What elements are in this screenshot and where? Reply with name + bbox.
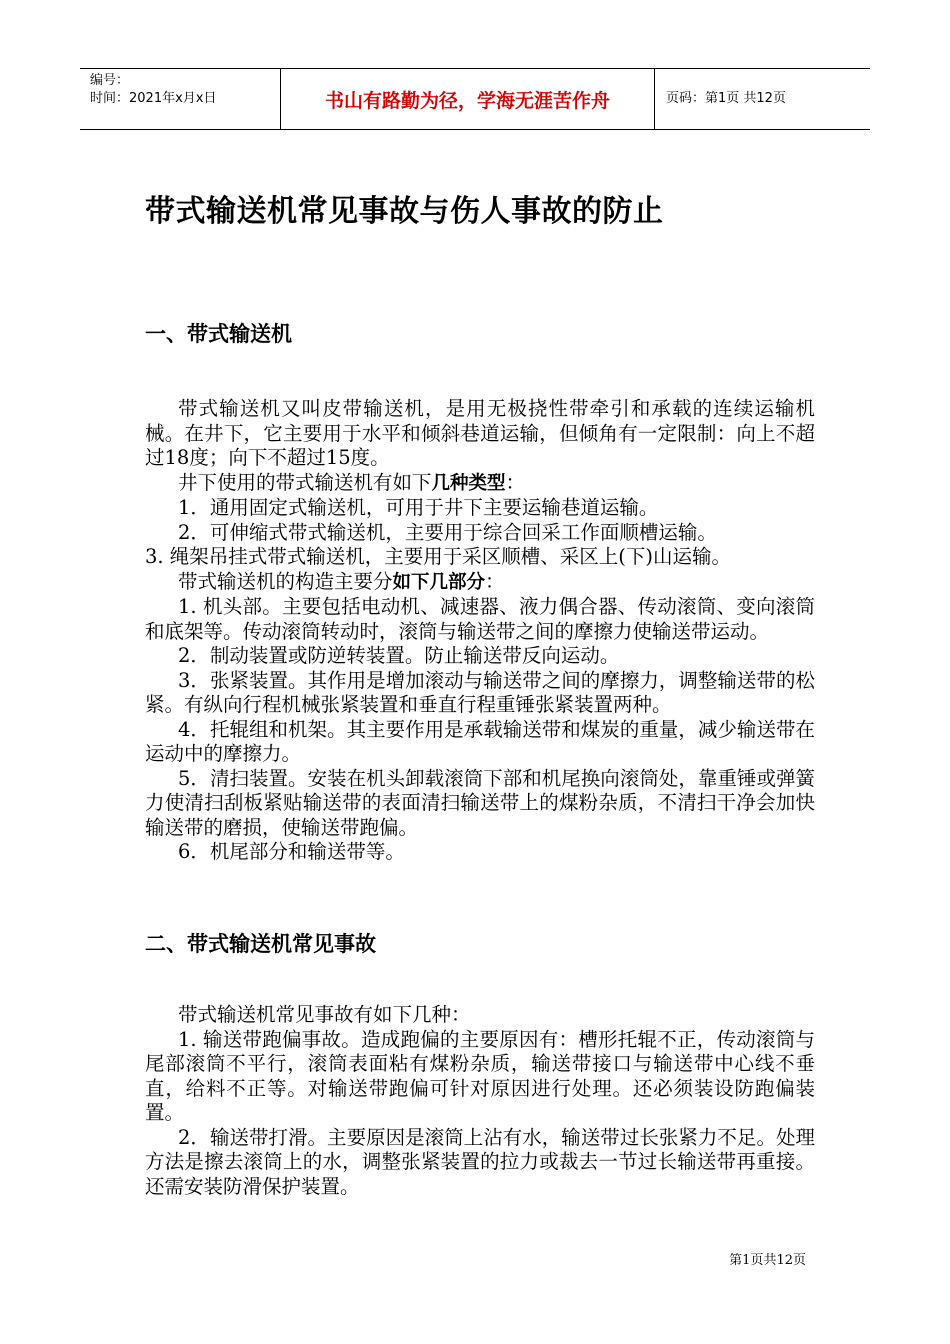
header-meta-cell [80, 69, 280, 129]
text-run: ： [485, 569, 505, 593]
document-title: 带式输送机常见事故与伤人事故的防止 [145, 194, 664, 229]
text-run: ： [505, 470, 526, 494]
page-footer: 第1页共12页 [729, 1253, 806, 1268]
list-item: 2．输送带打滑。主要原因是滚筒上沾有水，输送带过长张紧力不足。处理方法是擦去滚筒上的水，调整张紧装置的拉力或裁去一节过长输送带再重接。还需安装防滑保护装置。 [145, 1125, 815, 1198]
motto-text: 书山有路勤为径，学海无涯苦作舟 [324, 89, 610, 112]
serial-label: 编号： [90, 73, 130, 88]
text-run: 带式输送机的构造主要分 [178, 569, 393, 593]
paragraph [145, 471, 815, 497]
list-item: 1．通用固定式输送机，可用于井下主要运输巷道运输。 [178, 496, 659, 519]
list-item: 5．清扫装置。安装在机头卸载滚筒下部和机尾换向滚筒处，靠重锤或弹簧力使清扫刮板紧贴输送带的表面清扫输送带上的煤粉杂质，不清扫干净会加快输送带的磨损，使输送带跑偏。 [145, 766, 815, 839]
list-item: 2．制动装置或防逆转装置。防止输送带反向运动。 [178, 644, 620, 667]
bold-text: 如下几部分 [392, 571, 486, 593]
text-run: 井下使用的带式输送机有如下 [178, 470, 432, 494]
list-item: 1. 输送带跑偏事故。造成跑偏的主要原因有：槽形托辊不正，传动滚筒与尾部滚筒不平行，滚筒表面粘有煤粉杂质，输送带接口与输送带中心线不垂直，给料不正等。对输送带跑偏可针对原因进行处理。还必须装设防跑偏装置。 [145, 1027, 815, 1124]
header-table [80, 68, 870, 130]
list-item: 1. 机头部。主要包括电动机、减速器、液力偶合器、传动滚筒、变向滚筒和底架等。传动滚筒转动时，滚筒与输送带之间的摩擦力使输送带运动。 [145, 595, 815, 643]
section-heading-2: 二、带式输送机常见事故 [145, 932, 376, 956]
list-item: 6．机尾部分和输送带等。 [178, 840, 405, 863]
list-item: 4．托辊组和机架。其主要作用是承载输送带和煤炭的重量，减少输送带在运动中的摩擦力。 [145, 717, 815, 765]
paragraph [145, 570, 815, 596]
header-motto-cell [280, 69, 655, 129]
bold-text: 几种类型 [431, 472, 506, 494]
section-body-2 [145, 1003, 815, 1199]
time-label: 时间：2021年x月x日 [90, 91, 217, 106]
header-page-cell [654, 69, 870, 129]
section-body-1 [145, 397, 815, 865]
page-info: 页码：第1页 共12页 [666, 91, 786, 106]
paragraph: 带式输送机常见事故有如下几种： [178, 1003, 471, 1026]
list-item: 2．可伸缩式带式输送机，主要用于综合回采工作面顺槽运输。 [178, 520, 717, 544]
list-item: 3．张紧装置。其作用是增加滚动与输送带之间的摩擦力，调整输送带的松紧。有纵向行程机械张紧装置和垂直行程重锤张紧装置两种。 [145, 668, 815, 716]
section-heading-1: 一、带式输送机 [145, 322, 292, 346]
paragraph: 带式输送机又叫皮带输送机，是用无极挠性带牵引和承载的连续运输机械。在井下，它主要用于水平和倾斜巷道运输，但倾角有一定限制：向上不超过18度；向下不超过15度。 [145, 397, 815, 469]
list-item: 3. 绳架吊挂式带式输送机，主要用于采区顺槽、采区上(下)山运输。 [145, 545, 732, 568]
